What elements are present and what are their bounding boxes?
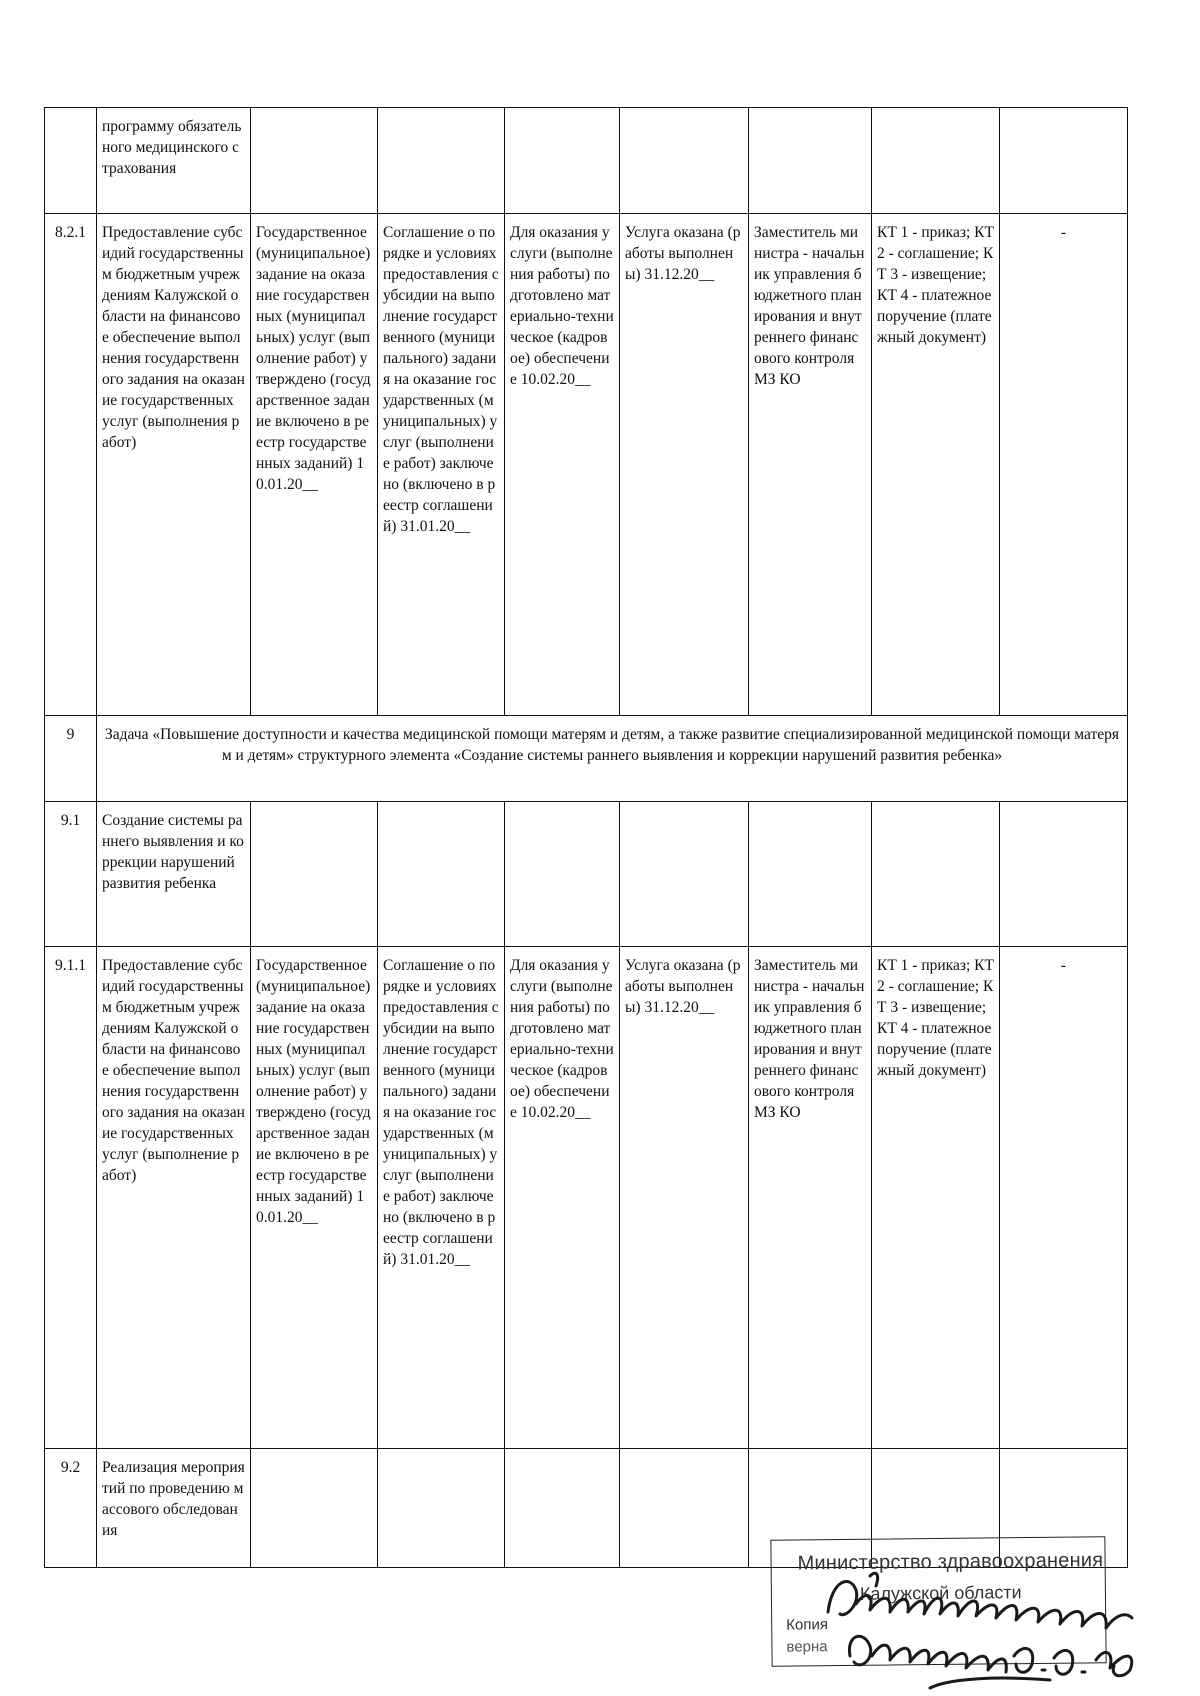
stamp-copy-text: Копия	[786, 1616, 829, 1634]
empty-cell	[749, 108, 872, 214]
table-row	[45, 947, 1128, 1449]
empty-cell	[872, 108, 1000, 214]
note-cell: -	[1000, 214, 1128, 716]
empty-cell	[251, 108, 378, 214]
event-name-cell: Предоставление субсидий государственным бюджетным учреждениям Калужской области на финансовое обеспечение выполнения государственного задания на оказание государственных услуг (выполнения работ)	[97, 214, 251, 716]
stamp-ministry-text: Министерство здравоохранения	[797, 1549, 1104, 1575]
empty-cell	[505, 108, 620, 214]
control-point-1-cell: Государственное (муниципальное) задание на оказание государственных (муниципальных) услуг (выполнение работ) утверждено (государственное задание включено в реестр государственных заданий) 10.01.20__	[251, 947, 378, 1449]
row-number-cell: 9.2	[45, 1449, 97, 1568]
control-point-1-cell: Государственное (муниципальное) задание на оказание государственных (муниципальных) услуг (выполнение работ) утверждено (государственное задание включено в реестр государственных заданий) 10.01.20__	[251, 214, 378, 716]
event-name-cell: Реализация мероприятий по проведению массового обследования	[97, 1449, 251, 1568]
table-row	[45, 802, 1128, 947]
empty-cell	[872, 802, 1000, 947]
empty-cell	[251, 802, 378, 947]
plan-table	[44, 107, 1128, 1568]
empty-cell	[749, 802, 872, 947]
empty-cell	[1000, 802, 1128, 947]
responsible-cell: Заместитель министра - начальник управления бюджетного планирования и внутреннего финансового контроля МЗ КО	[749, 947, 872, 1449]
control-point-4-cell: Услуга оказана (работы выполнены) 31.12.20__	[620, 214, 749, 716]
empty-cell	[378, 108, 505, 214]
handwritten-signature	[810, 1560, 1150, 1696]
empty-cell	[620, 802, 749, 947]
note-cell: -	[1000, 947, 1128, 1449]
control-point-4-cell: Услуга оказана (работы выполнены) 31.12.20__	[620, 947, 749, 1449]
empty-cell	[251, 1449, 378, 1568]
task-heading-cell: Задача «Повышение доступности и качества медицинской помощи матерям и детям, а также развитие специализированной медицинской помощи матерям и детям» структурного элемента «Создание системы раннего выявления и коррекции нарушений развития ребенка»	[97, 716, 1128, 802]
control-point-2-cell: Соглашение о порядке и условиях предоставления субсидии на выполнение государственного (муниципального) задания на оказание государственных (муниципальных) услуг (выполнение работ) заключено (включено в реестр соглашений) 31.01.20__	[378, 214, 505, 716]
empty-cell	[378, 1449, 505, 1568]
empty-cell	[378, 802, 505, 947]
stamp-region-text: Калужской области	[859, 1582, 1022, 1604]
table-row	[45, 716, 1128, 802]
row-number-cell: 8.2.1	[45, 214, 97, 716]
document-type-cell: КТ 1 - приказ; КТ 2 - соглашение; КТ 3 - извещение; КТ 4 - платежное поручение (платежный документ)	[872, 947, 1000, 1449]
empty-cell	[505, 802, 620, 947]
control-point-2-cell: Соглашение о порядке и условиях предоставления субсидии на выполнение государственного (муниципального) задания на оказание государственных (муниципальных) услуг (выполнение работ) заключено (включено в реестр соглашений) 31.01.20__	[378, 947, 505, 1449]
event-name-cell: Предоставление субсидий государственным бюджетным учреждениям Калужской области на финансовое обеспечение выполнения государственного задания на оказание государственных услуг (выполнение работ)	[97, 947, 251, 1449]
table-row	[45, 214, 1128, 716]
empty-cell	[505, 1449, 620, 1568]
stamp-verified-text: верна	[786, 1638, 828, 1656]
empty-cell	[1000, 108, 1128, 214]
document-type-cell: КТ 1 - приказ; КТ 2 - соглашение; КТ 3 - извещение; КТ 4 - платежное поручение (платежный документ)	[872, 214, 1000, 716]
row-number-cell	[45, 108, 97, 214]
responsible-cell: Заместитель министра - начальник управления бюджетного планирования и внутреннего финансового контроля МЗ КО	[749, 214, 872, 716]
row-number-cell: 9	[45, 716, 97, 802]
empty-cell	[620, 108, 749, 214]
empty-cell	[620, 1449, 749, 1568]
row-number-cell: 9.1	[45, 802, 97, 947]
table-row	[45, 108, 1128, 214]
control-point-3-cell: Для оказания услуги (выполнения работы) подготовлено материально-техническое (кадровое) обеспечение 10.02.20__	[505, 947, 620, 1449]
row-number-cell: 9.1.1	[45, 947, 97, 1449]
control-point-3-cell: Для оказания услуги (выполнения работы) подготовлено материально-техническое (кадровое) обеспечение 10.02.20__	[505, 214, 620, 716]
event-name-cell: программу обязательного медицинского страхования	[97, 108, 251, 214]
event-name-cell: Создание системы раннего выявления и коррекции нарушений развития ребенка	[97, 802, 251, 947]
